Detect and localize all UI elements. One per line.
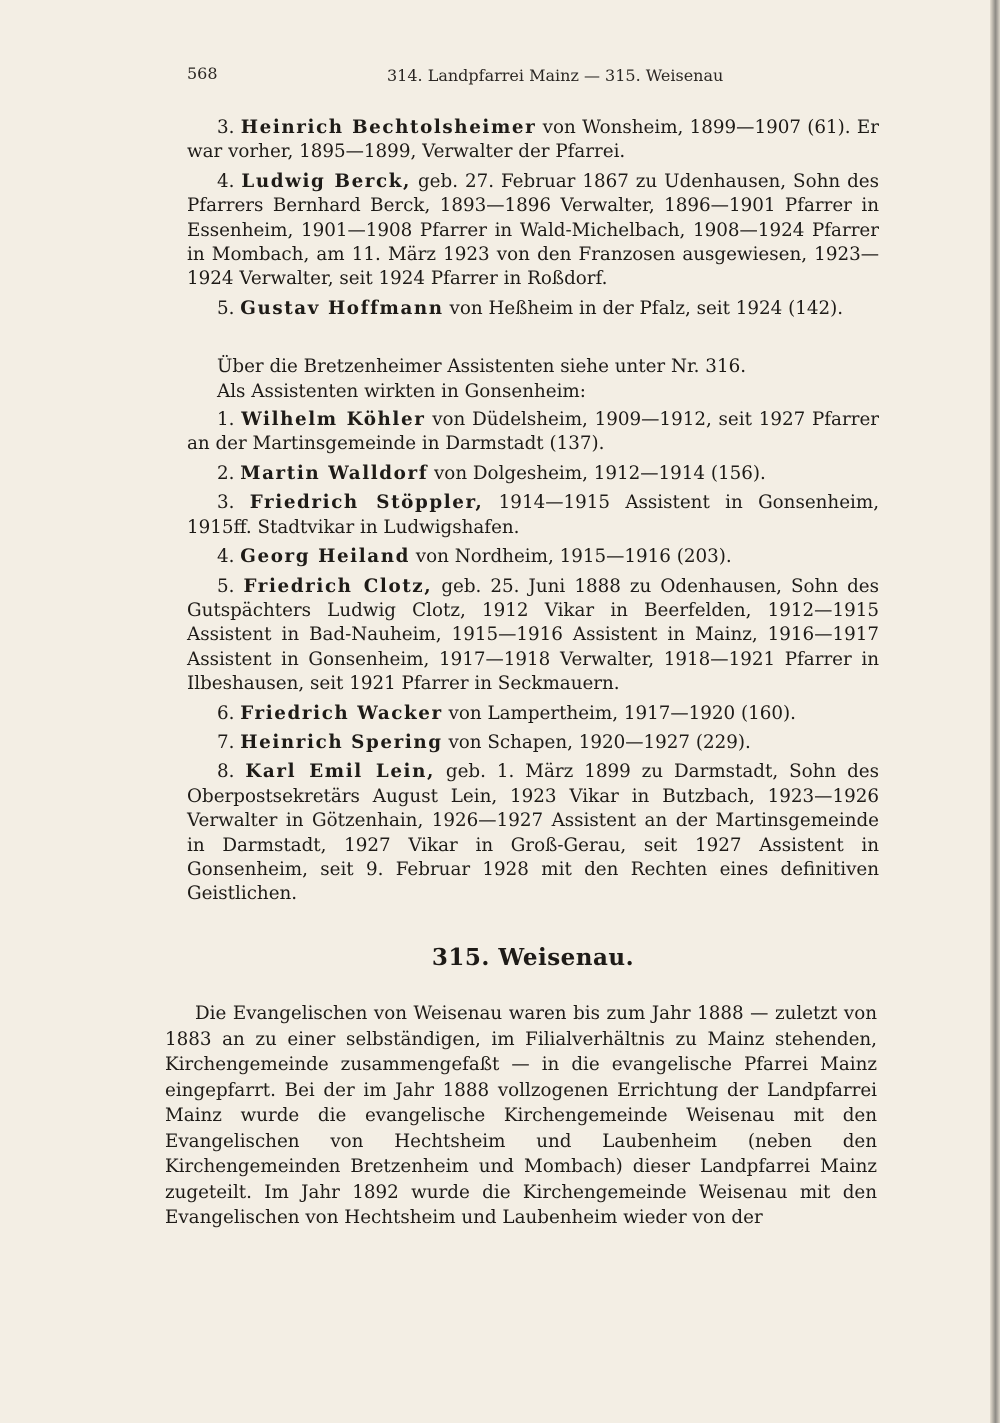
entry-text: von Wonsheim, 1899—1907 (61). Er war vorher, 1895—1899, Verwalter der Pfarrei. <box>187 117 879 163</box>
entry-number: 3. <box>217 117 235 138</box>
entry-number: 7. <box>217 731 235 753</box>
entry-b-6 <box>187 702 879 726</box>
entry-text: von Lampertheim, 1917—1920 (160). <box>442 702 796 724</box>
entry-a-3 <box>187 116 879 165</box>
entry-number: 6. <box>217 702 235 724</box>
entry-number: 3. <box>217 492 235 514</box>
main-text <box>187 116 879 912</box>
entry-a-4 <box>187 170 879 292</box>
entry-name: Friedrich Wacker <box>240 702 443 724</box>
entry-name: Karl Emil Lein, <box>245 761 435 783</box>
entry-text: geb. 1. März 1899 zu Darmstadt, Sohn des Oberpostsekretärs August Lein, 1923 Vikar in Butzbach, 1923—1926 Verwalter in Götzenhain, 1926—1927 Assistent an der Martinsgemeinde in Darmstadt, 1927 Vikar in Groß-Gerau, seit 1927 Assistent in Gonsenheim, seit 9. Februar 1928 mit den Rechten eines definitiven Geistlichen. <box>187 761 880 905</box>
entry-name: Heinrich Bechtolsheimer <box>240 117 537 138</box>
entry-number: 5. <box>217 297 235 319</box>
entry-text: geb. 27. Februar 1867 zu Udenhausen, Sohn des Pfarrers Bernhard Berck, 1893—1896 Verwalter, 1896—1901 Pfarrer in Essenheim, 1901—1908 Pfarrer in Wald-Michelbach, 1908—1924 Pfarrer in Mombach, am 11. März 1923 von den Franzosen ausgewiesen, 1923—1924 Verwalter, seit 1924 Pfarrer in Roßdorf. <box>187 170 880 290</box>
entry-name: Heinrich Spering <box>240 731 443 753</box>
entry-name: Friedrich Clotz, <box>243 575 433 597</box>
entry-number: 5. <box>217 575 235 597</box>
entry-number: 1. <box>217 409 235 431</box>
entry-number: 8. <box>217 761 235 783</box>
entry-b-4 <box>187 545 879 569</box>
entry-b-2 <box>187 462 879 486</box>
entry-text: von Heßheim in der Pfalz, seit 1924 (142). <box>443 297 844 319</box>
entry-number: 4. <box>217 170 235 192</box>
page-edge-shadow <box>990 0 1000 1423</box>
entry-name: Friedrich Stöppler, <box>249 492 484 514</box>
page-number: 568 <box>187 64 218 83</box>
note-bretzenheim: Über die Bretzenheimer Assistenten siehe unter Nr. 316. <box>217 356 747 378</box>
entry-name: Wilhelm Köhler <box>241 409 426 431</box>
entry-text: von Dolgesheim, 1912—1914 (156). <box>428 462 766 484</box>
entry-name: Georg Heiland <box>240 546 410 568</box>
entry-b-5 <box>187 575 879 697</box>
entry-a-5 <box>187 297 879 321</box>
entry-text: von Düdelsheim, 1909—1912, seit 1927 Pfarrer an der Martinsgemeinde in Darmstadt (137). <box>187 409 879 455</box>
entry-number: 2. <box>217 462 235 484</box>
entry-b-7 <box>187 731 879 755</box>
entry-name: Martin Walldorf <box>240 462 429 484</box>
entry-b-8 <box>187 760 879 906</box>
subhead-gonsenheim: Als Assistenten wirkten in Gonsenheim: <box>217 380 586 402</box>
entry-text: von Schapen, 1920—1927 (229). <box>442 731 751 753</box>
entry-text: von Nordheim, 1915—1916 (203). <box>410 546 732 568</box>
section-text: Die Evangelischen von Weisenau waren bis zum Jahr 1888 — zuletzt von 1883 an zu einer selbständigen, im Filialverhältnis zu Mainz stehenden, Kirchengemeinde zusammengefaßt — in die evangelische Pfarrei Mainz eingepfarrt. Bei der im Jahr 1888 vollzogenen Errichtung der Landpfarrei Mainz wurde die evangelische Kirchengemeinde Weisenau mit den Evangelischen von Hechtsheim und Laubenheim (neben den Kirchengemeinden Bretzenheim und Mombach) dieser Landpfarrei Mainz zugeteilt. Im Jahr 1892 wurde die Kirchengemeinde Weisenau mit den Evangelischen von Hechtsheim und Laubenheim wieder von der <box>165 1003 877 1229</box>
entry-text: 1914—1915 Assistent in Gonsenheim, 1915ff. Stadtvikar in Ludwigshafen. <box>187 492 880 538</box>
entry-name: Gustav Hoffmann <box>240 297 444 319</box>
running-title: 314. Landpfarrei Mainz — 315. Weisenau <box>387 66 724 85</box>
entry-b-3 <box>187 491 879 540</box>
entry-number: 4. <box>217 546 235 568</box>
entry-b-1 <box>187 408 879 457</box>
entry-text: geb. 25. Juni 1888 zu Odenhausen, Sohn des Gutspächters Ludwig Clotz, 1912 Vikar in Beerfelden, 1912—1915 Assistent in Bad-Nauheim, 1915—1916 Assistent in Mainz, 1916—1917 Assistent in Gonsenheim, 1917—1918 Verwalter, 1918—1921 Pfarrer in Ilbeshausen, seit 1921 Pfarrer in Seckmauern. <box>187 575 879 695</box>
section-title: 315. Weisenau. <box>431 944 635 971</box>
entry-name: Ludwig Berck, <box>241 170 412 192</box>
